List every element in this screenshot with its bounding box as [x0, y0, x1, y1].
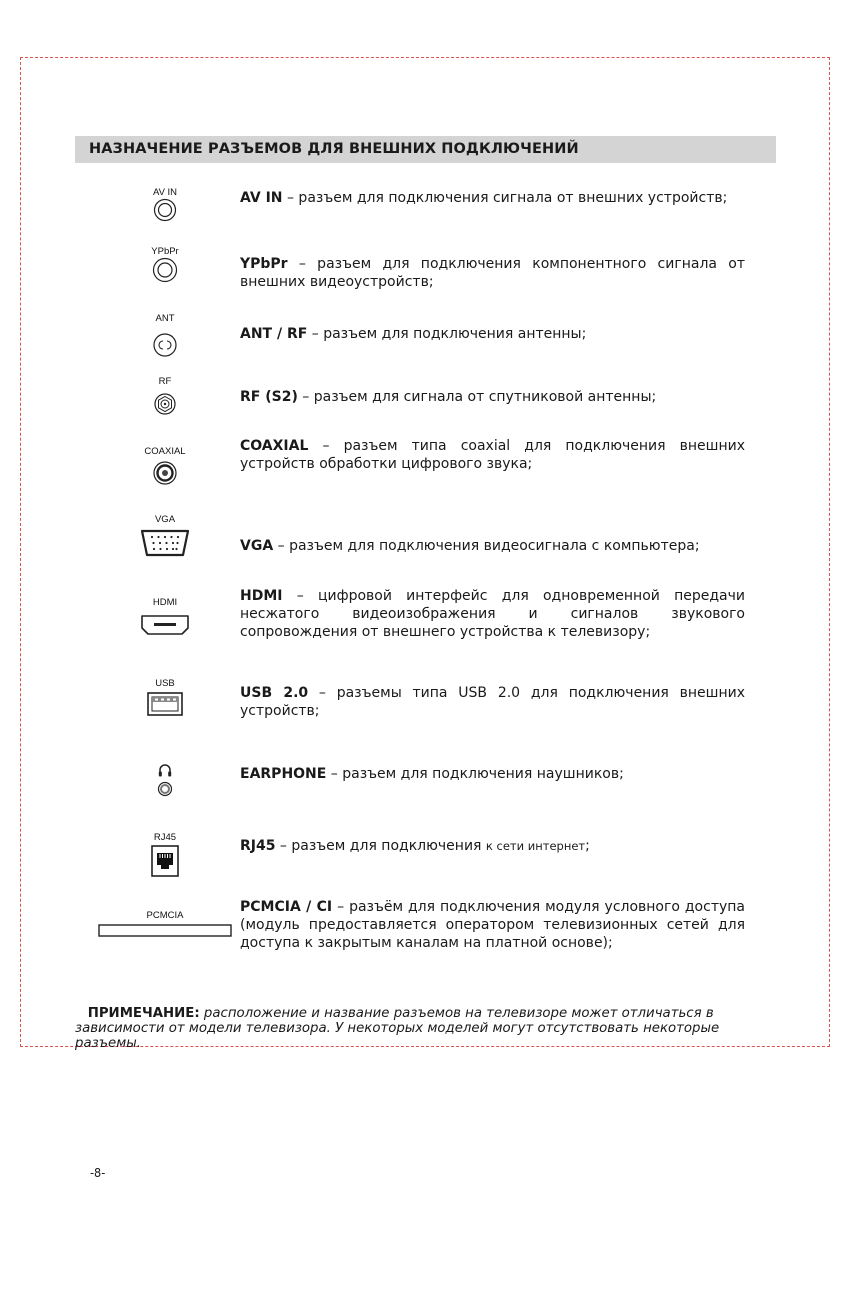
antenna-jack-icon: [152, 332, 178, 358]
connector-name: RF (S2): [240, 389, 298, 405]
icon-label: AV IN: [152, 187, 178, 198]
icon-label: RF: [158, 376, 172, 387]
hdmi-port-icon: [140, 614, 190, 636]
connector-name: RJ45: [240, 838, 276, 854]
icon-label: HDMI: [152, 597, 178, 608]
pcmcia-slot-icon: [98, 924, 232, 938]
vga-port-icon: [140, 529, 190, 557]
icon-label: RJ45: [153, 832, 177, 843]
connector-text: – разъем для подключения компонентного сигнала от внешних видеоустройств;: [240, 256, 745, 290]
coaxial-jack-icon: [152, 460, 178, 486]
headphone-jack-icon: [157, 781, 173, 797]
note-text: расположение и название разъемов на телевизоре может отличаться в зависимости от модели телевизора. У некоторых моделей могут отсутствовать некоторые разъемы.: [75, 1006, 720, 1051]
ethernet-port-icon: [151, 845, 179, 877]
connector-description: [240, 388, 745, 406]
note-paragraph: [75, 1006, 780, 1051]
connector-name: EARPHONE: [240, 766, 327, 782]
connector-text: – разъем для подключения: [275, 838, 486, 854]
rca-jack-icon: [152, 257, 178, 283]
connector-name: ANT / RF: [240, 326, 308, 342]
connector-name: VGA: [240, 538, 274, 554]
rf-connector-icon: [80, 376, 250, 416]
connector-text: – разъём для подключения модуля условного доступа (модуль предоставляется оператором телевизионных сетей для доступа к закрытым каналам на платной основе);: [240, 899, 745, 951]
icon-label: YPbPr: [151, 246, 179, 257]
icon-label: PCMCIA: [146, 910, 184, 921]
connector-description: [240, 898, 745, 952]
note-label: ПРИМЕЧАНИЕ:: [87, 1006, 200, 1021]
earphone-connector-icon: [80, 762, 250, 797]
connector-description: [240, 684, 745, 720]
icon-label: COAXIAL: [144, 446, 186, 457]
hdmi-connector-icon: [80, 597, 250, 636]
vga-connector-icon: [80, 514, 250, 557]
icon-label: ANT: [155, 313, 175, 324]
pcmcia-connector-icon: [80, 910, 250, 938]
connector-description: [240, 837, 745, 855]
connector-text-small: к сети интернет: [485, 839, 586, 853]
connector-description: [240, 255, 745, 291]
connector-text: – разъем для подключения видеосигнала с компьютера;: [273, 538, 700, 554]
ypbpr-connector-icon: [80, 246, 250, 283]
connector-text-end: ;: [585, 838, 590, 854]
connector-text: – разъем для подключения сигнала от внешних устройств;: [282, 190, 728, 206]
connector-description: [240, 325, 745, 343]
connector-text: – цифровой интерфейс для одновременной передачи несжатого видеоизображения и сигналов звукового сопровождения от внешнего устройства к телевизору;: [240, 588, 745, 640]
headphones-icon: [157, 762, 173, 778]
rca-jack-icon: [153, 198, 177, 222]
connector-text: – разъемы типа USB 2.0 для подключения внешних устройств;: [240, 685, 746, 719]
connector-name: AV IN: [240, 190, 283, 206]
connector-description: [240, 189, 745, 207]
rj45-connector-icon: [80, 832, 250, 877]
connector-name: HDMI: [240, 588, 283, 604]
section-heading: НАЗНАЧЕНИЕ РАЗЪЕМОВ ДЛЯ ВНЕШНИХ ПОДКЛЮЧЕНИЙ: [75, 136, 776, 163]
connector-text: – разъем для подключения антенны;: [307, 326, 587, 342]
f-connector-icon: [153, 392, 177, 416]
connector-description: [240, 765, 745, 783]
usb-connector-icon: [80, 678, 250, 716]
av-in-connector-icon: [80, 187, 250, 222]
coaxial-connector-icon: [80, 446, 250, 486]
connector-text: – разъем для подключения наушников;: [326, 766, 624, 782]
connector-description: [240, 587, 745, 641]
connector-description: [240, 537, 745, 555]
connector-name: COAXIAL: [240, 438, 309, 454]
ant-connector-icon: [80, 313, 250, 358]
icon-label: USB: [155, 678, 175, 689]
icon-label: VGA: [154, 514, 176, 525]
usb-port-icon: [147, 692, 183, 716]
connector-name: PCMCIA / CI: [240, 899, 333, 915]
connector-description: [240, 437, 745, 473]
connector-name: USB 2.0: [240, 685, 309, 701]
connector-text: – разъем типа coaxial для подключения внешних устройств обработки цифрового звука;: [240, 438, 745, 472]
connector-name: YPbPr: [240, 256, 288, 272]
connector-text: – разъем для сигнала от спутниковой антенны;: [297, 389, 657, 405]
page-number: -8-: [90, 1165, 106, 1180]
